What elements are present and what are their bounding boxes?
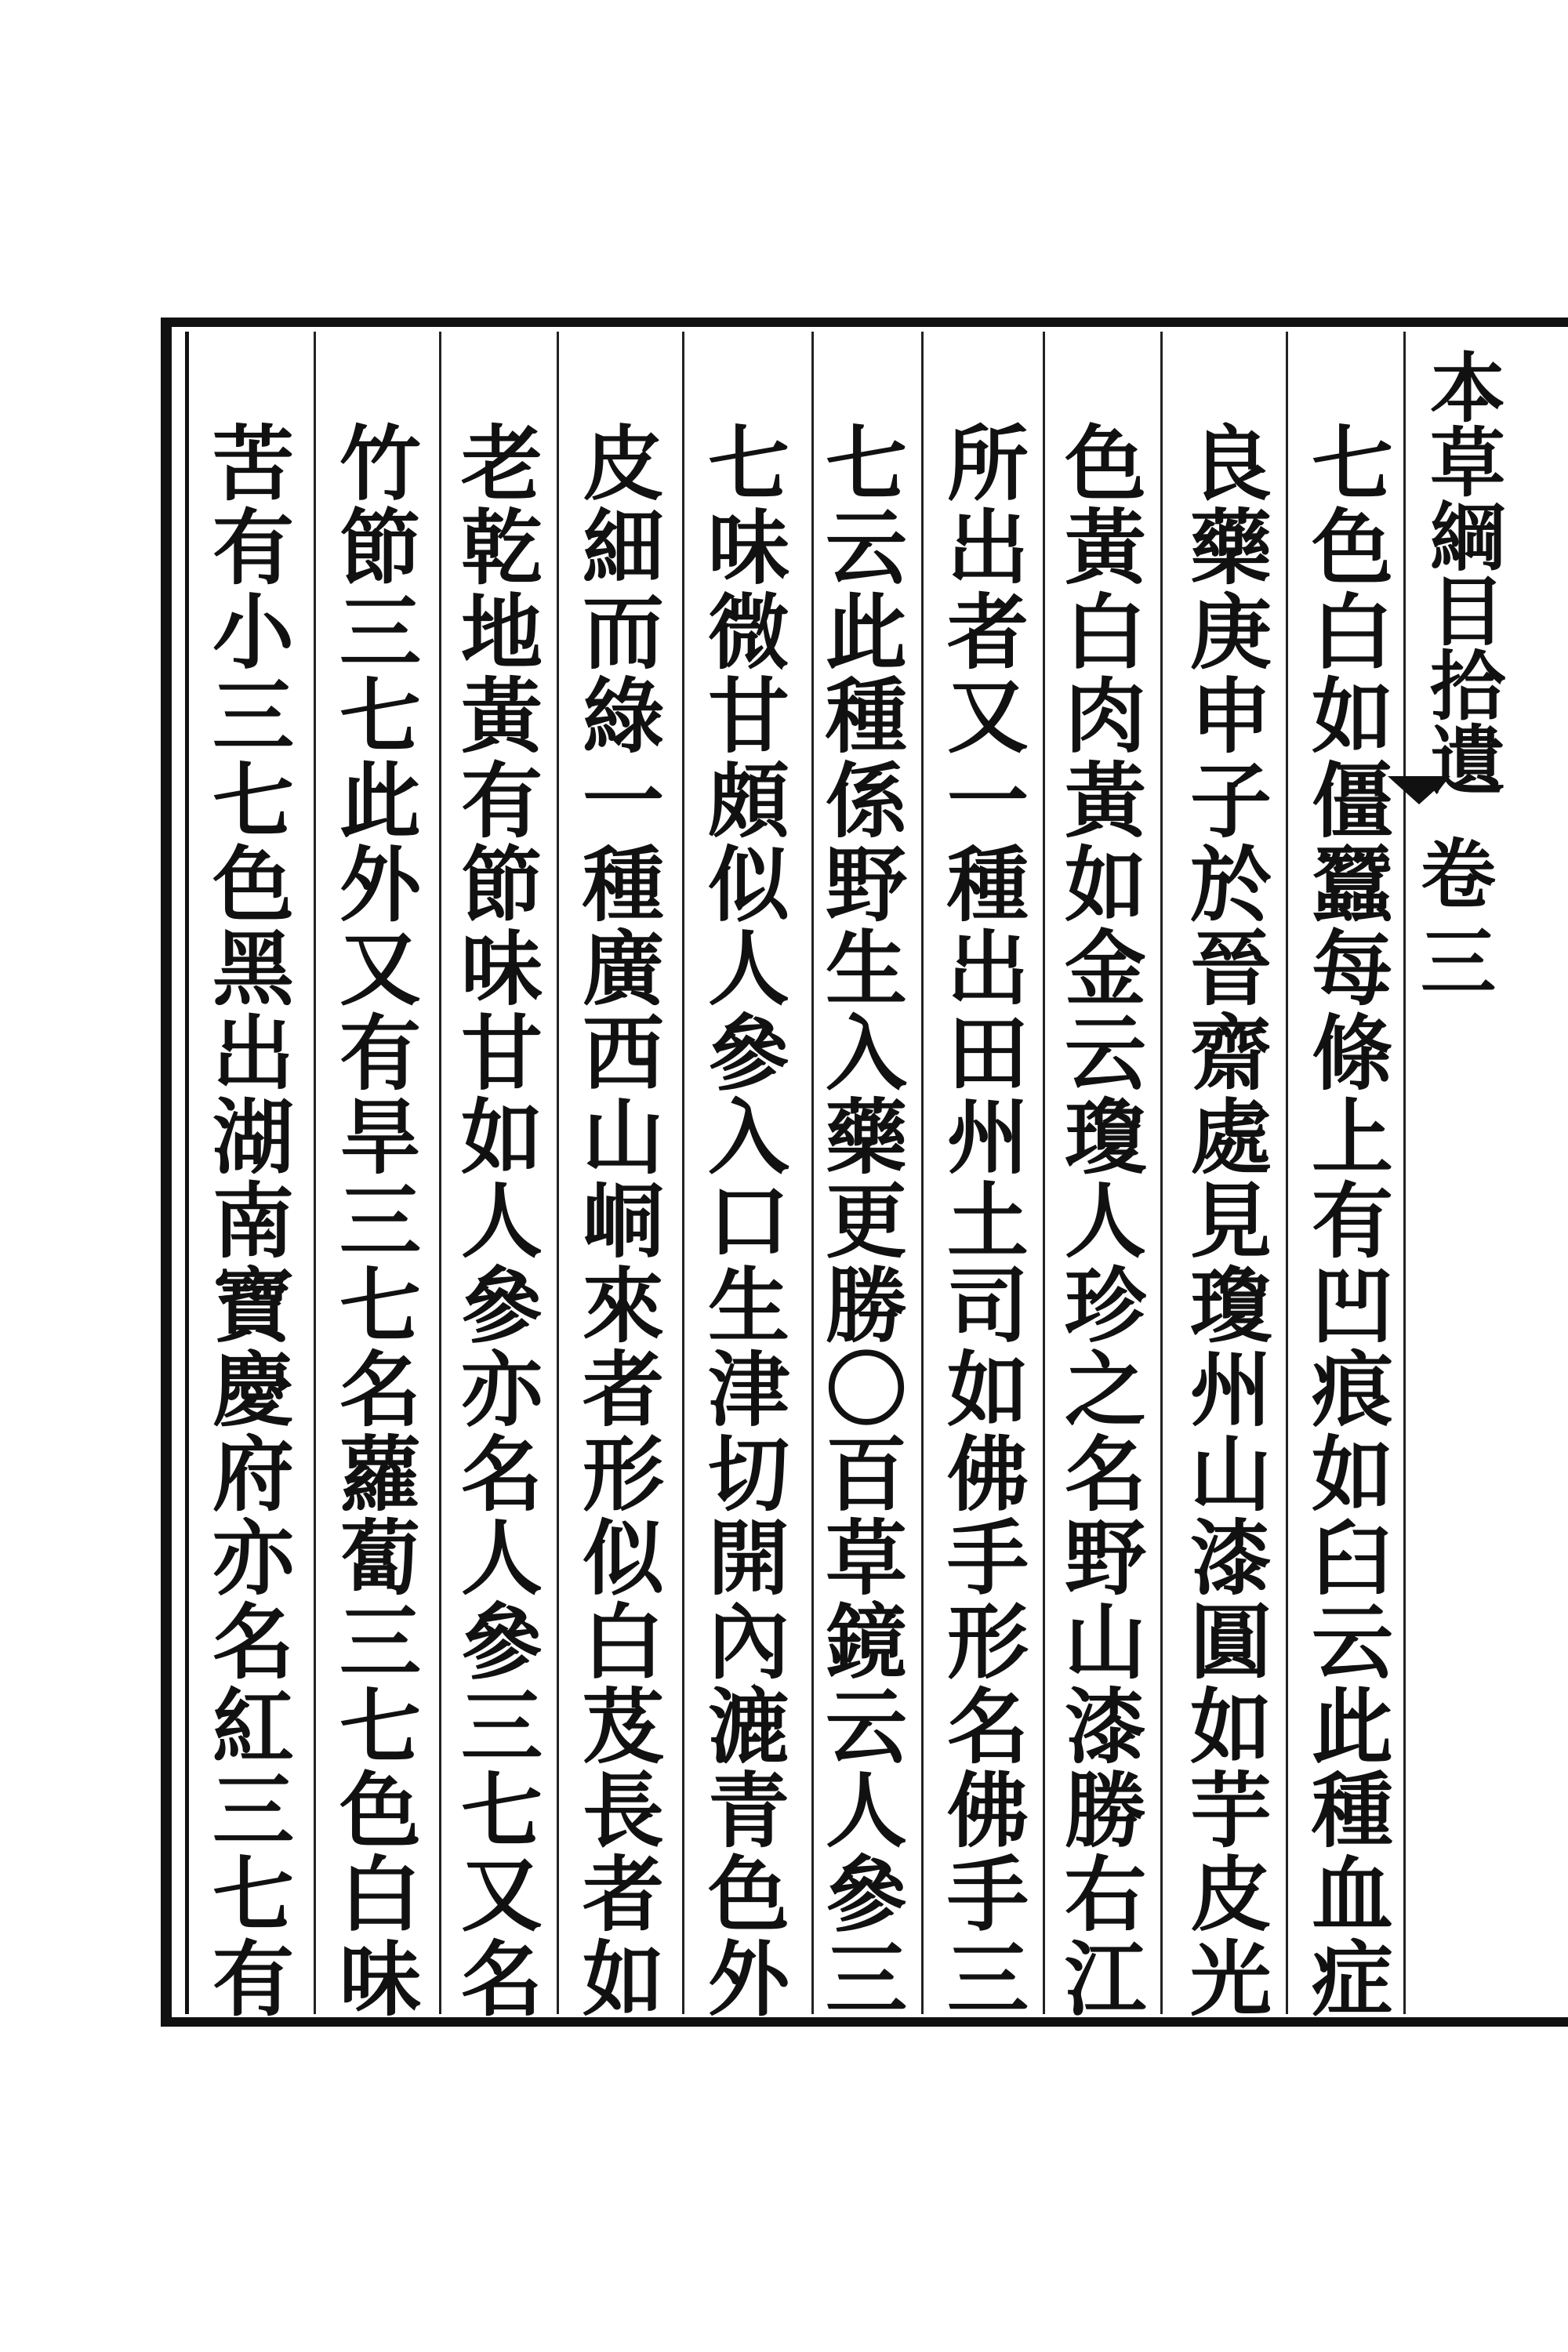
column-char: 名 — [460, 1930, 543, 2027]
column-char: 晉 — [1189, 920, 1272, 1018]
column-char: 外 — [339, 836, 421, 933]
column-char: 手 — [946, 1846, 1029, 1944]
column-char: 細 — [582, 499, 664, 597]
column-char: 山 — [1189, 1425, 1272, 1523]
column-char: 人 — [825, 1762, 907, 1859]
column-char: 黃 — [1064, 752, 1146, 849]
column-char: 黃 — [1064, 499, 1146, 597]
column-char: 出 — [212, 1004, 294, 1102]
column-char: 每 — [1311, 920, 1393, 1018]
column-char: 野 — [1064, 1509, 1146, 1606]
column-char: 齋 — [1189, 1004, 1272, 1102]
column-char: 外 — [707, 1930, 789, 2027]
column-char: 有 — [1311, 1173, 1393, 1270]
column-char: 臼 — [1311, 1509, 1393, 1606]
text-column-3 — [1054, 416, 1156, 2027]
column-char: 出 — [946, 499, 1029, 597]
banner-title-char: 綱 — [1430, 493, 1505, 582]
column-char: 參 — [460, 1257, 543, 1354]
column-divider — [811, 332, 814, 2014]
column-char: 瓊 — [1189, 1257, 1272, 1354]
column-char: 頗 — [707, 752, 789, 849]
column-char: 色 — [212, 836, 294, 933]
column-char: 云 — [825, 499, 907, 597]
column-char: 形 — [582, 1425, 664, 1523]
column-char: 節 — [339, 499, 421, 597]
column-char: 佛 — [946, 1762, 1029, 1859]
column-char: 田 — [946, 1004, 1029, 1102]
text-column-8 — [451, 416, 553, 2027]
column-char: 凹 — [1311, 1257, 1393, 1354]
column-char: 口 — [707, 1173, 789, 1270]
column-char: 佛 — [946, 1425, 1029, 1523]
column-char: 七 — [1311, 416, 1393, 512]
column-char: 庚 — [1189, 583, 1272, 681]
column-char: 有 — [212, 499, 294, 597]
column-char: 入 — [825, 1004, 907, 1102]
column-char: 條 — [1311, 1004, 1393, 1102]
column-divider — [682, 332, 684, 2014]
column-char: 慶 — [212, 1341, 294, 1439]
column-char: 漆 — [1189, 1509, 1272, 1606]
column-char: 開 — [707, 1509, 789, 1606]
banner-title — [1389, 329, 1546, 805]
column-char: 有 — [339, 1004, 421, 1102]
column-char: 參 — [825, 1846, 907, 1944]
column-char: 漉 — [707, 1678, 789, 1775]
column-char: 此 — [339, 752, 421, 849]
column-char: 人 — [460, 1509, 543, 1606]
column-char: 出 — [946, 920, 1029, 1018]
column-char: 此 — [1311, 1678, 1393, 1775]
banner-title-char: 本 — [1430, 344, 1505, 433]
column-char: 皮 — [1189, 1846, 1272, 1944]
column-char: 七 — [339, 668, 421, 765]
text-column-9 — [329, 416, 431, 2027]
column-char: 三 — [460, 1678, 543, 1775]
banner-title-char: 目 — [1430, 568, 1505, 656]
column-char: 蠶 — [1311, 836, 1393, 933]
column-char: 色 — [1311, 499, 1393, 597]
column-char: 芋 — [1189, 1762, 1272, 1859]
column-char: 右 — [1064, 1846, 1146, 1944]
column-char: 三 — [339, 1594, 421, 1691]
column-char: 圓 — [1189, 1594, 1272, 1691]
volume-label — [1396, 815, 1521, 1098]
column-char: 又 — [460, 1846, 543, 1944]
column-char: 如 — [1189, 1678, 1272, 1775]
column-char: 名 — [212, 1594, 294, 1691]
column-char: 瓊 — [1064, 1089, 1146, 1185]
column-char: 勝 — [825, 1257, 907, 1354]
column-char: 百 — [825, 1425, 907, 1523]
column-char: 山 — [1064, 1594, 1146, 1691]
column-char: 藥 — [1189, 499, 1272, 597]
column-char: 藥 — [825, 1089, 907, 1185]
column-char: 人 — [1064, 1173, 1146, 1270]
column-char: 所 — [946, 416, 1029, 512]
column-char: 小 — [212, 583, 294, 681]
column-char: 如 — [460, 1089, 543, 1185]
text-column-7 — [572, 416, 674, 2027]
column-char: 亦 — [212, 1509, 294, 1606]
column-char: 味 — [339, 1930, 421, 2027]
column-char: 而 — [582, 583, 664, 681]
column-char: 種 — [1311, 1762, 1393, 1859]
column-char: 又 — [946, 668, 1029, 765]
column-char: 如 — [582, 1930, 664, 2027]
column-char: 者 — [946, 583, 1029, 681]
column-divider — [439, 332, 441, 2014]
column-char: 肉 — [1064, 668, 1146, 765]
column-char: 七 — [460, 1762, 543, 1859]
column-char: 蘿 — [339, 1425, 421, 1523]
column-char: 申 — [1189, 668, 1272, 765]
column-char: 色 — [339, 1762, 421, 1859]
column-char: 味 — [460, 920, 543, 1018]
banner-title-char: 草 — [1430, 419, 1505, 507]
column-char: 如 — [946, 1341, 1029, 1439]
column-char: 光 — [1189, 1930, 1272, 2027]
column-char: 上 — [1311, 1089, 1393, 1185]
column-char: 竹 — [339, 416, 421, 512]
column-char: 見 — [1189, 1173, 1272, 1270]
column-char: 金 — [1064, 920, 1146, 1018]
column-char: 三 — [339, 583, 421, 681]
column-char: 亦 — [460, 1341, 543, 1439]
column-char: 一 — [582, 752, 664, 849]
column-char: 云 — [1064, 1004, 1146, 1102]
column-char: 草 — [825, 1509, 907, 1606]
inner-border-rule — [185, 332, 189, 2014]
column-char: 如 — [1064, 836, 1146, 933]
column-char: 人 — [707, 920, 789, 1018]
column-char: 南 — [212, 1173, 294, 1270]
column-divider — [314, 332, 316, 2014]
column-char: 江 — [1064, 1930, 1146, 2027]
column-char: 峒 — [582, 1173, 664, 1270]
column-char: 來 — [582, 1257, 664, 1354]
column-char: 芨 — [582, 1678, 664, 1775]
column-char: 西 — [582, 1004, 664, 1102]
column-char: 節 — [460, 836, 543, 933]
text-column-2 — [1180, 416, 1282, 2027]
column-char: 三 — [946, 1930, 1029, 2027]
column-char: 府 — [212, 1425, 294, 1523]
column-char: 七 — [212, 752, 294, 849]
column-char: 〇 — [825, 1341, 907, 1439]
column-char: 種 — [582, 836, 664, 933]
column-char: 蔔 — [339, 1509, 421, 1606]
column-char: 似 — [582, 1509, 664, 1606]
column-divider — [1286, 332, 1288, 2014]
text-column-6 — [698, 416, 800, 2027]
column-char: 云 — [1311, 1594, 1393, 1691]
column-char: 係 — [825, 752, 907, 849]
column-char: 紅 — [212, 1678, 294, 1775]
column-char: 症 — [1311, 1930, 1393, 2027]
column-char: 寶 — [212, 1257, 294, 1354]
text-column-10 — [202, 416, 304, 2027]
column-char: 名 — [946, 1678, 1029, 1775]
column-char: 綠 — [582, 668, 664, 765]
column-char: 色 — [1064, 416, 1146, 512]
column-char: 白 — [1064, 583, 1146, 681]
column-char: 如 — [1311, 668, 1393, 765]
column-char: 白 — [1311, 583, 1393, 681]
column-char: 地 — [460, 583, 543, 681]
column-char: 味 — [707, 499, 789, 597]
column-char: 者 — [582, 1341, 664, 1439]
column-char: 形 — [946, 1594, 1029, 1691]
column-char: 珍 — [1064, 1257, 1146, 1354]
column-char: 又 — [339, 920, 421, 1018]
column-char: 色 — [707, 1846, 789, 1944]
column-char: 之 — [1064, 1341, 1146, 1439]
column-char: 黃 — [460, 668, 543, 765]
column-divider — [1043, 332, 1045, 2014]
column-char: 乾 — [460, 499, 543, 597]
column-char: 者 — [582, 1846, 664, 1944]
column-char: 僵 — [1311, 752, 1393, 849]
text-column-4 — [937, 416, 1039, 2027]
column-char: 良 — [1189, 416, 1272, 512]
column-char: 土 — [946, 1173, 1029, 1270]
text-column-5 — [815, 416, 917, 2027]
column-char: 州 — [946, 1089, 1029, 1185]
column-char: 州 — [1189, 1341, 1272, 1439]
column-char: 名 — [339, 1341, 421, 1439]
column-char: 手 — [946, 1509, 1029, 1606]
column-char: 漆 — [1064, 1678, 1146, 1775]
column-divider — [1403, 332, 1406, 2014]
column-char: 似 — [707, 836, 789, 933]
column-char: 名 — [460, 1425, 543, 1523]
column-char: 有 — [212, 1930, 294, 2027]
column-char: 生 — [825, 920, 907, 1018]
column-char: 一 — [946, 752, 1029, 849]
column-char: 皮 — [582, 416, 664, 512]
column-char: 內 — [707, 1594, 789, 1691]
column-char: 苦 — [212, 416, 294, 512]
column-char: 處 — [1189, 1089, 1272, 1185]
column-char: 種 — [825, 668, 907, 765]
column-char: 有 — [460, 752, 543, 849]
column-char: 子 — [1189, 752, 1272, 849]
column-char: 旱 — [339, 1089, 421, 1185]
column-char: 青 — [707, 1762, 789, 1859]
column-char: 更 — [825, 1173, 907, 1270]
column-char: 七 — [825, 416, 907, 512]
column-char: 七 — [339, 1678, 421, 1775]
banner-title-char: 拾 — [1430, 642, 1505, 731]
column-char: 勝 — [1064, 1762, 1146, 1859]
column-char: 野 — [825, 836, 907, 933]
column-char: 三 — [339, 1173, 421, 1270]
column-char: 白 — [582, 1594, 664, 1691]
column-char: 生 — [707, 1257, 789, 1354]
column-char: 黑 — [212, 920, 294, 1018]
volume-char: 卷 — [1421, 830, 1496, 919]
column-char: 於 — [1189, 836, 1272, 933]
column-char: 種 — [946, 836, 1029, 933]
column-char: 老 — [460, 416, 543, 512]
banner-title-char: 遺 — [1430, 717, 1505, 805]
column-char: 如 — [1311, 1425, 1393, 1523]
column-char: 此 — [825, 583, 907, 681]
column-char: 山 — [582, 1089, 664, 1185]
column-divider — [557, 332, 559, 2014]
column-char: 血 — [1311, 1846, 1393, 1944]
column-char: 七 — [707, 416, 789, 512]
column-char: 參 — [707, 1004, 789, 1102]
column-char: 廣 — [582, 920, 664, 1018]
column-char: 湖 — [212, 1089, 294, 1185]
column-char: 切 — [707, 1425, 789, 1523]
column-char: 參 — [460, 1594, 543, 1691]
column-char: 七 — [212, 1846, 294, 1944]
column-char: 鏡 — [825, 1594, 907, 1691]
column-divider — [1160, 332, 1163, 2014]
volume-char: 三 — [1421, 918, 1496, 1007]
column-char: 微 — [707, 583, 789, 681]
column-char: 三 — [212, 668, 294, 765]
column-char: 云 — [825, 1678, 907, 1775]
column-char: 三 — [825, 1930, 907, 2027]
column-char: 甘 — [460, 1004, 543, 1102]
column-char: 白 — [339, 1846, 421, 1944]
column-char: 入 — [707, 1089, 789, 1185]
column-char: 甘 — [707, 668, 789, 765]
text-column-1 — [1301, 416, 1403, 2027]
column-char: 津 — [707, 1341, 789, 1439]
column-char: 七 — [339, 1257, 421, 1354]
column-char: 人 — [460, 1173, 543, 1270]
column-divider — [921, 332, 924, 2014]
column-char: 名 — [1064, 1425, 1146, 1523]
column-char: 痕 — [1311, 1341, 1393, 1439]
column-char: 三 — [212, 1762, 294, 1859]
column-char: 長 — [582, 1762, 664, 1859]
column-char: 司 — [946, 1257, 1029, 1354]
